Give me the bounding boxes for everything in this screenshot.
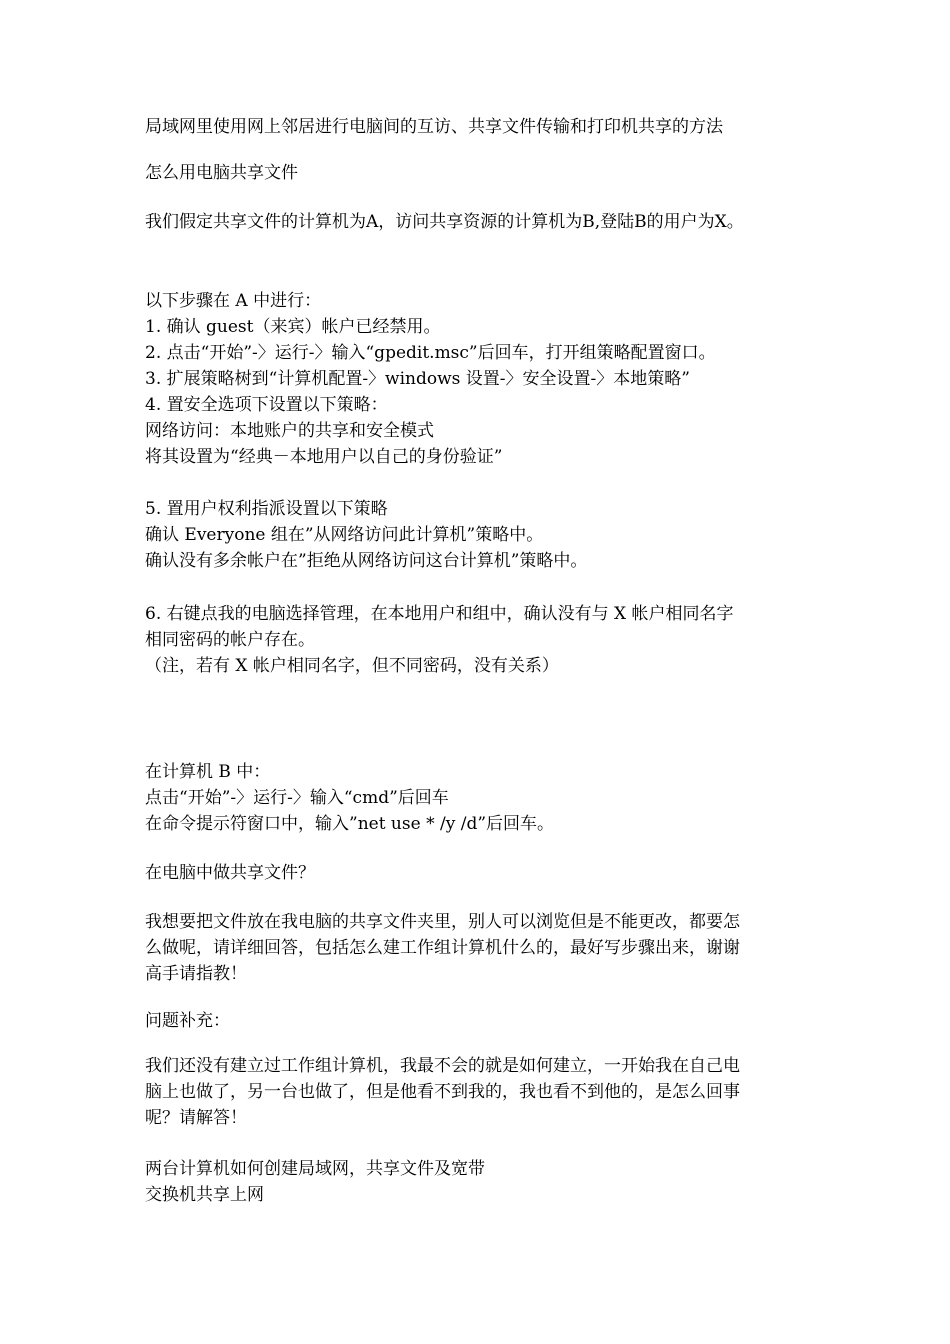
- paragraph-line: 么做呢，请详细回答，包括怎么建工作组计算机什么的，最好写步骤出来，谢谢: [145, 938, 740, 958]
- step-line: 1. 确认 guest（来宾）帐户已经禁用。: [145, 317, 441, 337]
- paragraph-line: 将其设置为“经典－本地用户以自己的身份验证”: [145, 447, 503, 467]
- step-line: 5. 置用户权利指派设置以下策略: [145, 499, 388, 519]
- step-line: 3. 扩展策略树到“计算机配置-〉windows 设置-〉安全设置-〉本地策略”: [145, 369, 690, 389]
- doc-title: 局域网里使用网上邻居进行电脑间的互访、共享文件传输和打印机共享的方法: [145, 117, 723, 137]
- paragraph-line: 以下步骤在 A 中进行：: [145, 291, 322, 311]
- paragraph-line: 高手请指教！: [145, 964, 247, 984]
- paragraph-line: 我们还没有建立过工作组计算机，我最不会的就是如何建立，一开始我在自己电: [145, 1056, 740, 1076]
- paragraph-line: 我想要把文件放在我电脑的共享文件夹里，别人可以浏览但是不能更改，都要怎: [145, 912, 740, 932]
- paragraph-line: 网络访问：本地账户的共享和安全模式: [145, 421, 434, 441]
- paragraph-line: 脑上也做了，另一台也做了，但是他看不到我的，我也看不到他的，是怎么回事: [145, 1082, 740, 1102]
- step-line: 6. 右键点我的电脑选择管理，在本地用户和组中，确认没有与 X 帐户相同名字: [145, 604, 734, 624]
- section-heading: 问题补充：: [145, 1011, 230, 1031]
- paragraph-line: 点击“开始”-〉运行-〉输入“cmd”后回车: [145, 788, 449, 808]
- section-heading: 在电脑中做共享文件？: [145, 863, 315, 883]
- step-line: 2. 点击“开始”-〉运行-〉输入“gpedit.msc”后回车，打开组策略配置窗口。: [145, 343, 716, 363]
- paragraph-line: 确认没有多余帐户在”拒绝从网络访问这台计算机”策略中。: [145, 551, 588, 571]
- note-line: （注，若有 X 帐户相同名字，但不同密码，没有关系）: [145, 656, 559, 676]
- step-line: 4. 置安全选项下设置以下策略：: [145, 395, 388, 415]
- paragraph-line: 交换机共享上网: [145, 1185, 264, 1205]
- section-heading: 怎么用电脑共享文件: [145, 163, 298, 183]
- paragraph-line: 确认 Everyone 组在”从网络访问此计算机”策略中。: [145, 525, 544, 545]
- paragraph-line: 呢？请解答！: [145, 1108, 247, 1128]
- paragraph-line: 我们假定共享文件的计算机为A，访问共享资源的计算机为B,登陆B的用户为X。: [145, 212, 744, 232]
- paragraph-line: 在计算机 B 中：: [145, 762, 271, 782]
- paragraph-line: 相同密码的帐户存在。: [145, 630, 315, 650]
- paragraph-line: 在命令提示符窗口中，输入”net use * /y /d”后回车。: [145, 814, 555, 834]
- section-heading: 两台计算机如何创建局域网，共享文件及宽带: [145, 1159, 485, 1179]
